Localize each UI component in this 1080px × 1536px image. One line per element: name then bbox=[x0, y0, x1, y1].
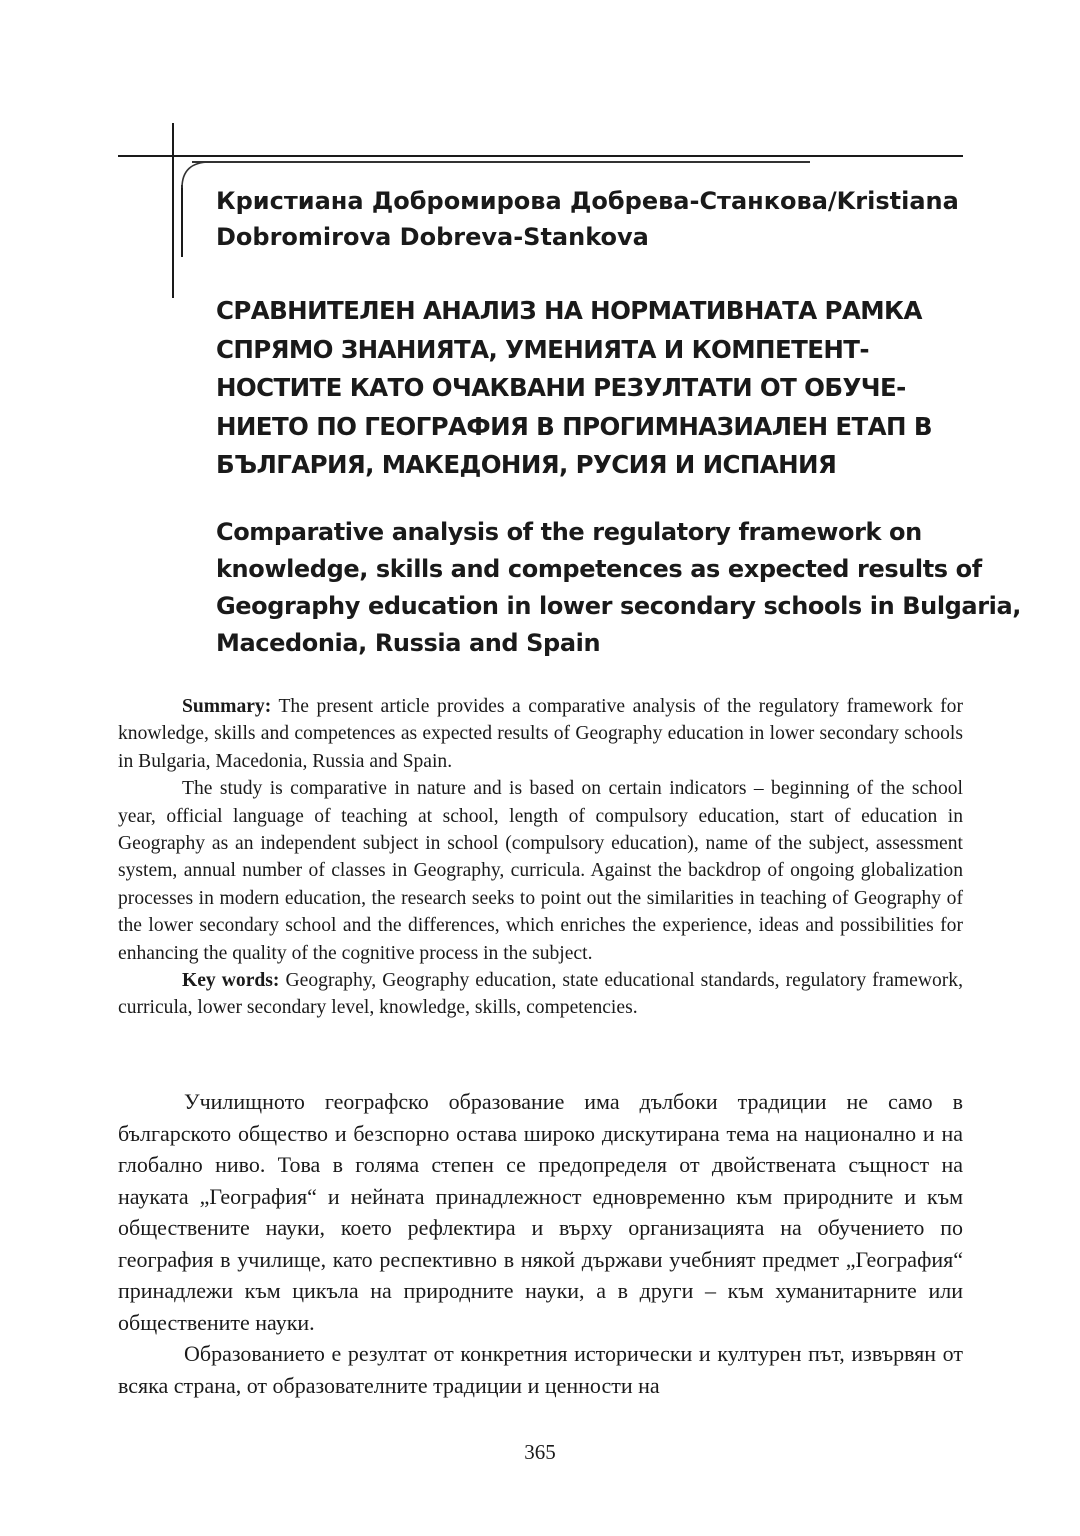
header-rule-inner bbox=[192, 161, 810, 163]
title-en-line: knowledge, skills and competences as expected results of bbox=[216, 555, 982, 583]
summary-paragraph bbox=[118, 693, 963, 775]
header-rule-vertical-inner bbox=[181, 185, 183, 257]
corner-curve-ornament bbox=[180, 160, 210, 190]
author-line-2: Dobromirova Dobreva-Stankova bbox=[216, 223, 649, 251]
abstract bbox=[118, 693, 963, 1022]
keywords-paragraph bbox=[118, 967, 963, 1022]
title-en-line: Macedonia, Russia and Spain bbox=[216, 629, 601, 657]
summary-label: Summary: bbox=[182, 696, 272, 717]
body-paragraph-1: Училищното географско образование има дълбоки традиции не само в българското общество и безспорно остава широко дискутирана тема на национално и на глобално ниво. Това в голяма степен се предопределя от двойствената същност на науката „География“ и нейната принадлежност едновременно към природните и към обществените науки, което рефлектира и върху организацията на обучението по география в училище, като респективно в някой държави учебният предмет „География“ принадлежи към цикъла на природните науки, а в други – към хуманитарните или обществените науки. bbox=[118, 1089, 963, 1335]
title-bg-line: НИЕТО ПО ГЕОГРАФИЯ В ПРОГИМНАЗИАЛЕН ЕТАП В bbox=[216, 411, 932, 441]
title-en-line: Comparative analysis of the regulatory framework on bbox=[216, 518, 922, 546]
title-english bbox=[216, 514, 1021, 662]
title-bulgarian bbox=[216, 292, 964, 485]
keywords-label: Key words: bbox=[182, 970, 280, 992]
title-bg-line: НОСТИТЕ КАТО ОЧАКВАНИ РЕЗУЛТАТИ ОТ ОБУЧЕ- bbox=[216, 373, 906, 402]
header-rule-vertical bbox=[172, 123, 174, 298]
title-bg-line: СПРЯМО ЗНАНИЯТА, УМЕНИЯТА И КОМПЕТЕНТ- bbox=[216, 334, 869, 364]
author-name bbox=[216, 183, 966, 255]
keywords-text: Geography, Geography education, state educational standards, regulatory framework, curricula, lower secondary level, knowledge, skills, competencies. bbox=[118, 970, 964, 1019]
author-line-1: Кристиана Добромирова Добрева-Станкова/Kristiana bbox=[216, 187, 959, 215]
title-bg-line: СРАВНИТЕЛЕН АНАЛИЗ НА НОРМАТИВНАТА РАМКА bbox=[216, 296, 922, 325]
title-en-line: Geography education in lower secondary schools in Bulgaria, bbox=[216, 592, 1021, 620]
body-paragraph-2: Образованието е резултат от конкретния исторически и културен път, извървян от всяка страна, от образователните традиции и ценности на bbox=[118, 1341, 963, 1398]
summary-paragraph-2: The study is comparative in nature and is based on certain indicators – beginning of the school year, official language of teaching at school, length of compulsory education, start of education in Geography as an independent subject in school (compulsory education), name of the subject, assessment system, annual number of classes in Geography, curricula. Against the backdrop of ongoing globalization processes in modern education, the research seeks to point out the similarities in teaching of Geography of the lower secondary school and the differences, which enriches the experience, ideas and possibilities for enhancing the quality of the cognitive process in the subject. bbox=[118, 778, 963, 964]
summary-text: The present article provides a comparative analysis of the regulatory framework for knowledge, skills and competences as expected results of Geography education in lower secondary schools in Bulgaria, Macedonia, Russia and Spain. bbox=[118, 696, 963, 772]
body-text bbox=[118, 1086, 963, 1401]
header-rule-horizontal bbox=[118, 155, 963, 157]
title-bg-line: БЪЛГАРИЯ, МАКЕДОНИЯ, РУСИЯ И ИСПАНИЯ bbox=[216, 450, 837, 479]
page-number: 365 bbox=[524, 1440, 556, 1464]
